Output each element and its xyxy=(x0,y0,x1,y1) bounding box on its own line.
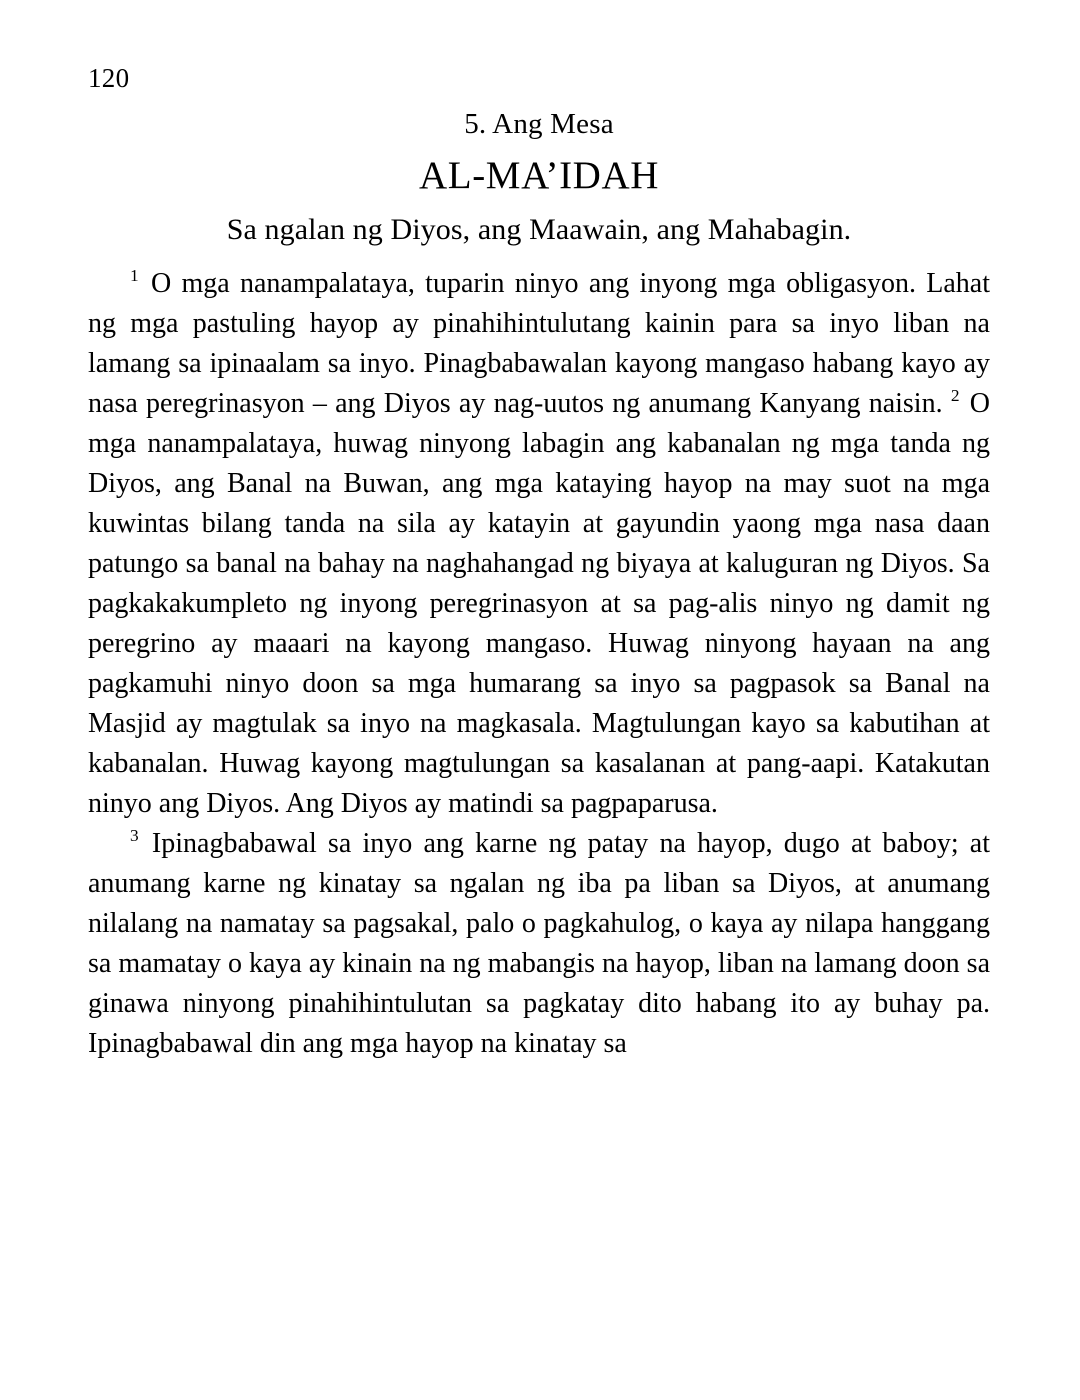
verse-text-1: O mga nanampalataya, tuparin ninyo ang inyong mga obligasyon. Lahat ng mga pastuling hayop ay pinahihintulutang kainin para sa inyo liban na lamang sa ipinaalam sa inyo. Pinagbabawalan kayong mangaso habang kayo ay nasa peregrinasyon – ang Diyos ay nag-uutos ng anumang Kanyang naisin. xyxy=(88,268,991,419)
verse-body xyxy=(88,264,990,1064)
verse-number-2: 2 xyxy=(950,386,960,406)
verse-text-3: Ipinagbabawal sa inyo ang karne ng patay na hayop, dugo at baboy; at anumang karne ng kinatay sa ngalan ng iba pa liban sa Diyos, at anumang nilalang na namatay sa pagsakal, palo o pagkahulog, o kaya ay nilapa hanggang sa mamatay o kaya ay kinain na ng mabangis na hayop, liban na lamang doon sa ginawa ninyong pinahihintulutan sa pagkatay dito habang ito ay buhay pa. Ipinagbabawal din ang mga hayop na kinatay sa xyxy=(88,828,991,1059)
bismillah-line: Sa ngalan ng Diyos, ang Maawain, ang Mahabagin. xyxy=(226,213,852,246)
verse-paragraph-1 xyxy=(88,264,990,824)
verse-text-2: O mga nanampalataya, huwag ninyong labagin ang kabanalan ng mga tanda ng Diyos, ang Banal na Buwan, ang mga kataying hayop na may suot na mga kuwintas bilang tanda na sila ay katayin at gayundin yaong mga nasa daan patungo sa banal na bahay na naghahangad ng biyaya at kaluguran ng Diyos. Sa pagkakakumpleto ng inyong peregrinasyon at sa pag-alis ninyo ng damit ng peregrino ay maaari na kayong mangaso. Huwag ninyong hayaan na ang pagkamuhi ninyo doon sa mga humarang sa inyo sa pagpasok sa Banal na Masjid ay magtulak sa inyo na magkasala. Magtulungan kayo sa kabutihan at kabanalan. Huwag kayong magtulungan sa kasalanan at pang-aapi. Katakutan ninyo ang Diyos. Ang Diyos ay matindi sa pagpaparusa. xyxy=(88,388,991,819)
chapter-title: AL-MA’IDAH xyxy=(419,154,659,197)
page-number: 120 xyxy=(88,63,130,93)
verse-paragraph-3 xyxy=(88,824,990,1064)
verse-number-3: 3 xyxy=(130,826,139,846)
verse-number-1: 1 xyxy=(130,266,139,286)
page-content xyxy=(88,104,990,1064)
chapter-number-and-name: 5. Ang Mesa xyxy=(464,108,614,140)
